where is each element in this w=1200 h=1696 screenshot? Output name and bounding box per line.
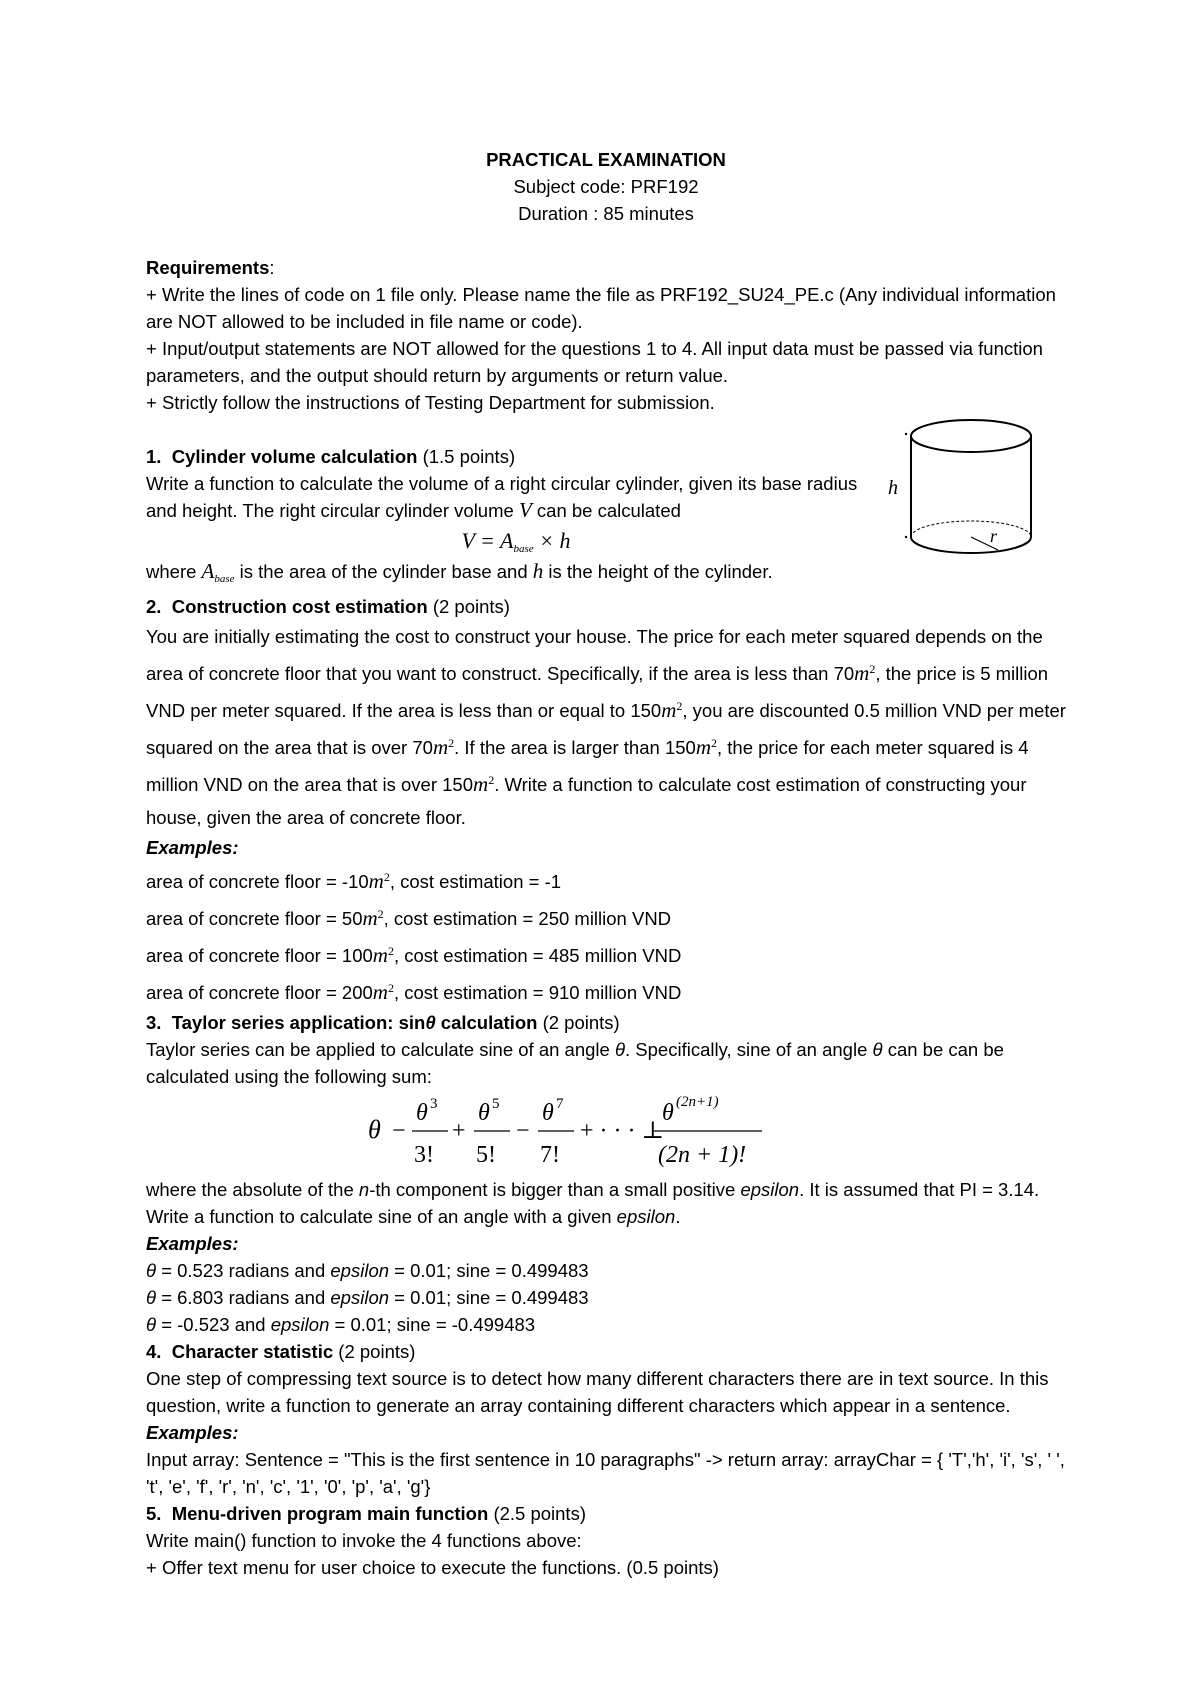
formula-plus-1: +: [452, 1118, 466, 1144]
cylinder-top: [911, 420, 1031, 452]
svg-text:3: 3: [430, 1096, 438, 1112]
q4-examples-label: Examples:: [146, 1422, 239, 1443]
cylinder-bottom-back: [911, 521, 1031, 537]
q1-heading: 1. Cylinder volume calculation (1.5 points): [146, 446, 516, 467]
cylinder-bottom-front: [911, 537, 1031, 553]
q1-text: Write a function to calculate the volume of a right circular cylinder, given its base radius and height. The right circular cylinder volume V can be calculated: [146, 473, 858, 522]
radius-label: r: [990, 526, 998, 546]
q4-heading: 4. Character statistic (2 points): [146, 1341, 416, 1362]
q3-example-1: θ = 0.523 radians and epsilon = 0.01; sine = 0.499483: [146, 1260, 589, 1281]
q3-examples-label: Examples:: [146, 1233, 239, 1254]
svg-text:θ: θ: [478, 1100, 490, 1126]
subject-code: Subject code: PRF192: [513, 176, 699, 197]
requirement-3: + Strictly follow the instructions of Testing Department for submission.: [146, 392, 715, 413]
q3-example-2: θ = 6.803 radians and epsilon = 0.01; sine = 0.499483: [146, 1287, 589, 1308]
q1-volume-equation: $V = A_{base} \times h$: [461, 528, 571, 555]
q2-examples-label: Examples:: [146, 837, 239, 858]
exam-page: [146, 146, 1066, 1581]
formula-theta: θ: [368, 1115, 381, 1144]
formula-minus-1: −: [392, 1118, 406, 1144]
q2-example-3: area of concrete floor = $100m^2$, cost estimation = 485 million VND: [146, 943, 682, 967]
q3-text: Taylor series can be applied to calculate sine of an angle θ. Specifically, sine of an angle θ can be can be calculated using the following sum:: [146, 1039, 1004, 1087]
q2-example-1: area of concrete floor = $-10m^2$, cost estimation = -1: [146, 869, 562, 893]
height-label: h: [888, 477, 898, 499]
svg-text:θ: θ: [542, 1100, 554, 1126]
svg-text:3!: 3!: [414, 1142, 434, 1168]
svg-text:7!: 7!: [540, 1142, 560, 1168]
duration: Duration : 85 minutes: [518, 203, 694, 224]
svg-text:7: 7: [556, 1096, 564, 1112]
svg-text:5!: 5!: [476, 1142, 496, 1168]
requirements-heading: Requirements:: [146, 257, 275, 278]
q3-where: where the absolute of the n-th component is bigger than a small positive epsilon. It is assumed that PI = 3.14. Write a function to calculate sine of an angle with a given epsilon.: [146, 1179, 1040, 1227]
q2-heading: 2. Construction cost estimation (2 points): [146, 596, 510, 617]
q4-example: Input array: Sentence = "This is the first sentence in 10 paragraphs" -> return array: arrayChar = { 'T','h', 'i', 's', ' ', 't', 'e', 'f', 'r', 'n', 'c', '1', '0', 'p', 'a', 'g'}: [146, 1449, 1065, 1497]
q2-example-2: area of concrete floor = $50m^2$, cost estimation = 250 million VND: [146, 906, 672, 930]
q3-heading: 3. Taylor series application: sinθ calculation (2 points): [146, 1012, 620, 1033]
q5-heading: 5. Menu-driven program main function (2.5 points): [146, 1503, 586, 1524]
requirement-1: + Write the lines of code on 1 file only. Please name the file as PRF192_SU24_PE.c (Any individual information are NOT allowed to be included in file name or code).: [146, 284, 1056, 332]
svg-text:5: 5: [492, 1096, 500, 1112]
q5-text-1: Write main() function to invoke the 4 functions above:: [146, 1530, 582, 1551]
q2-text: You are initially estimating the cost to construct your house. The price for each meter squared depends on the area of concrete floor that you want to construct. Specifically, if the area is less than $70m^2$, the price is 5 million VND per meter squared. If the area is less than or equal to $150m^2$, you are discounted 0.5 million VND per meter squared on the area that is over $70m^2$. If the area is larger than $150m^2$, the price for each meter squared is 4 million VND on the area that is over $150m^2$. Write a function to calculate cost estimation of constructing your house, given the area of concrete floor.: [146, 626, 1066, 828]
svg-text:θ: θ: [662, 1100, 674, 1126]
q3-example-3: θ = -0.523 and epsilon = 0.01; sine = -0.499483: [146, 1314, 536, 1335]
formula-minus-2: −: [516, 1118, 530, 1144]
svg-text:(2n + 1)!: (2n + 1)!: [658, 1142, 747, 1168]
cylinder-figure: [866, 414, 1066, 564]
q2-example-4: area of concrete floor = $200m^2$, cost estimation = 910 million VND: [146, 980, 682, 1004]
svg-text:θ: θ: [416, 1100, 428, 1126]
formula-dots: + · · · ⊥: [580, 1118, 665, 1144]
exam-title: PRACTICAL EXAMINATION: [486, 149, 726, 170]
taylor-series-formula: [146, 1090, 1066, 1176]
q5-text-2: + Offer text menu for user choice to execute the functions. (0.5 points): [146, 1557, 719, 1578]
requirement-2: + Input/output statements are NOT allowed for the questions 1 to 4. All input data must be passed via function parameters, and the output should return by arguments or return value.: [146, 338, 1043, 386]
q1-where: where $A_{base}$ is the area of the cylinder base and h is the height of the cylinder.: [146, 559, 773, 585]
q4-text: One step of compressing text source is to detect how many different characters there are in text source. In this question, write a function to generate an array containing different characters which appear in a sentence.: [146, 1368, 1049, 1416]
svg-text:(2n+1): (2n+1): [676, 1094, 719, 1110]
